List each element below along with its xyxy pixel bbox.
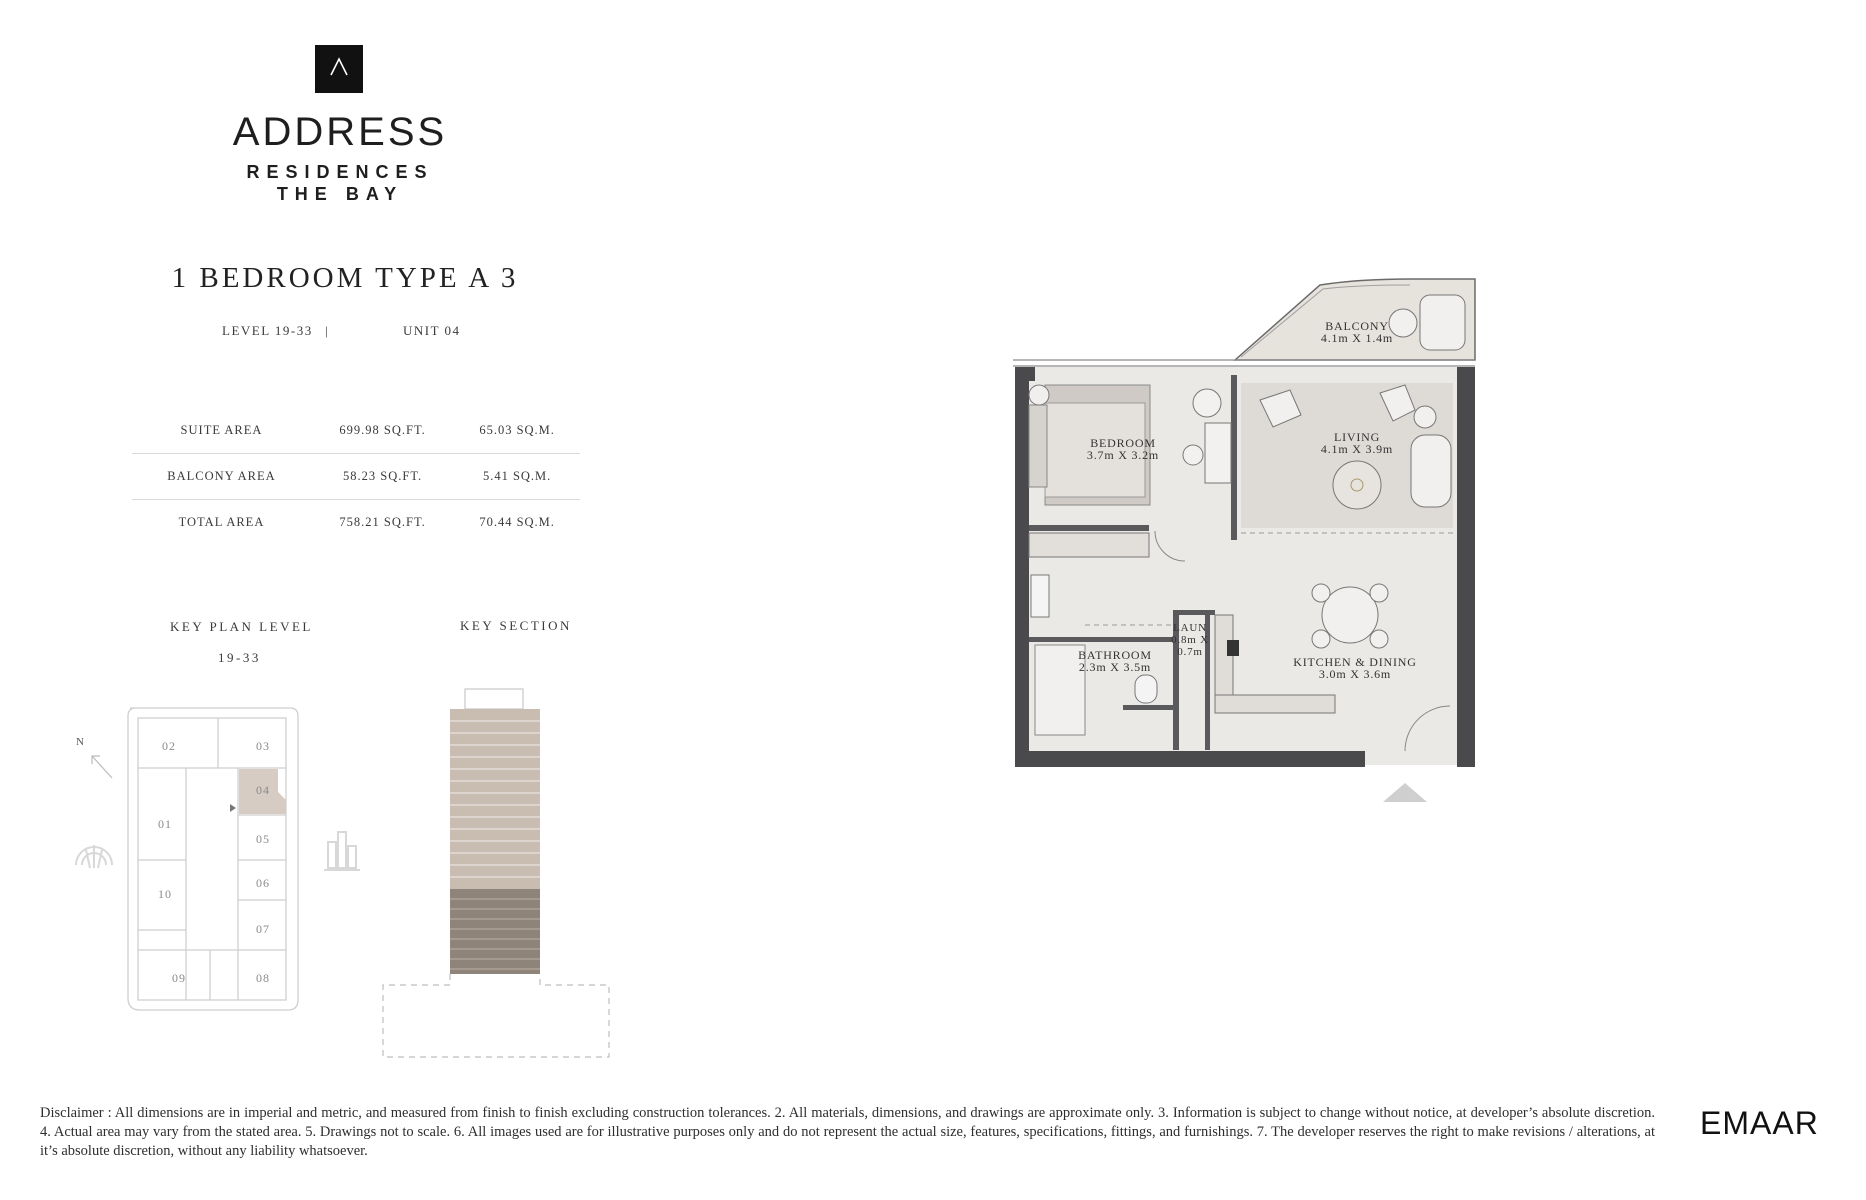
north-label: N xyxy=(76,736,84,748)
room-dims: 0.7m xyxy=(1177,646,1203,658)
dining-chair-icon xyxy=(1312,584,1330,602)
lamp-icon xyxy=(1029,385,1049,405)
room-dims: 0.8m X xyxy=(1171,634,1209,646)
room-name: BATHROOM xyxy=(1078,648,1152,662)
area-table xyxy=(132,408,580,545)
sofa xyxy=(1411,435,1451,507)
vanity-icon xyxy=(1031,575,1049,617)
area-sqft: 699.98 SQ.FT. xyxy=(311,408,454,454)
bed-headboard xyxy=(1029,405,1047,487)
building-highlighted-floors xyxy=(450,889,540,974)
balcony-lounge-icon xyxy=(1420,295,1465,350)
unit-number: UNIT 04 xyxy=(403,323,461,338)
room-dims: 2.3m X 3.5m xyxy=(1078,660,1152,674)
room-name: LIVING xyxy=(1333,430,1381,444)
unit-separator: | xyxy=(325,323,330,338)
table-row xyxy=(132,454,580,500)
palm-landmark-icon xyxy=(76,845,112,868)
key-plan-unit: 08 xyxy=(256,971,270,985)
key-plan-unit: 06 xyxy=(256,876,270,890)
podium-outline xyxy=(383,974,609,1057)
desk-chair-icon xyxy=(1183,445,1203,465)
key-plan-unit: 02 xyxy=(162,739,176,753)
key-plan-level: 19-33 xyxy=(218,650,261,665)
chair-icon xyxy=(1193,389,1221,417)
side-table-icon xyxy=(1414,406,1436,428)
chevron-logo-icon xyxy=(315,45,363,93)
entry-arrow-icon xyxy=(1383,783,1427,802)
area-sqm: 70.44 SQ.M. xyxy=(479,515,555,529)
dining-chair-icon xyxy=(1312,630,1330,648)
key-plan-diagram xyxy=(60,700,380,1030)
table-row xyxy=(132,500,580,546)
key-section-diagram xyxy=(375,685,615,1065)
brand-line-2: THE BAY xyxy=(276,184,404,204)
key-plan-unit: 05 xyxy=(256,832,270,846)
unit-pointer-icon xyxy=(230,804,236,812)
key-plan-unit: 10 xyxy=(158,887,172,901)
area-sqm: 65.03 SQ.M. xyxy=(454,408,580,454)
toilet-icon xyxy=(1135,675,1157,703)
room-name: KITCHEN & DINING xyxy=(1293,655,1417,669)
brand-line-1: RESIDENCES xyxy=(246,162,434,182)
area-label: BALCONY AREA xyxy=(132,454,311,500)
room-name: BEDROOM xyxy=(1090,436,1156,450)
key-section-title: KEY SECTION xyxy=(460,618,572,633)
unit-title: 1 BEDROOM TYPE A 3 xyxy=(171,262,519,294)
key-plan-unit: 04 xyxy=(256,783,270,797)
desk xyxy=(1205,423,1231,483)
floor-plan xyxy=(1005,275,1505,815)
building-upper-floors xyxy=(450,709,540,889)
north-arrow-icon xyxy=(92,756,112,778)
key-plan-unit: 09 xyxy=(172,971,186,985)
room-name: LAUN xyxy=(1173,622,1207,634)
disclaimer-text: Disclaimer : All dimensions are in imperial and metric, and measured from finish to finish excluding construction tolerances. 2. All materials, dimensions, and drawings are approximate only. 3. Information is subject to change without notice, at developer’s absolute discretion. 4. Actual area may vary from the stated area. 5. Drawings not to scale. 6. All images used are for illustrative purposes only and do not represent the actual size, features, specifications, fittings, and furnishings. 7. The developer reserves the right to make revisions / alterations, at it’s absolute discretion, without any liability whatsoever. xyxy=(40,1105,1655,1159)
unit-level: LEVEL 19-33 xyxy=(222,323,313,338)
footer-brand-logo: EMAAR xyxy=(1700,1105,1819,1141)
room-dims: 3.0m X 3.6m xyxy=(1318,667,1392,681)
key-plan-unit: 01 xyxy=(158,817,172,831)
area-sqft: 758.21 SQ.FT. xyxy=(339,515,426,529)
room-dims: 3.7m X 3.2m xyxy=(1086,448,1160,462)
area-label: TOTAL AREA xyxy=(178,515,265,529)
key-plan-unit: 07 xyxy=(256,922,270,936)
area-label: SUITE AREA xyxy=(132,408,311,454)
dining-table xyxy=(1322,587,1378,643)
wardrobe xyxy=(1029,533,1149,557)
dining-chair-icon xyxy=(1370,584,1388,602)
coffee-table xyxy=(1333,461,1381,509)
brand-logo-mark xyxy=(315,45,363,93)
brand-name: ADDRESS xyxy=(232,110,448,154)
room-dims: 4.1m X 3.9m xyxy=(1320,442,1394,456)
area-sqm: 5.41 SQ.M. xyxy=(454,454,580,500)
key-plan-title: KEY PLAN LEVEL xyxy=(170,619,313,634)
oven-icon xyxy=(1227,640,1239,656)
table-row xyxy=(132,408,580,454)
balcony-table-icon xyxy=(1389,309,1417,337)
dining-chair-icon xyxy=(1370,630,1388,648)
building-crown xyxy=(465,689,523,709)
room-dims: 4.1m X 1.4m xyxy=(1320,331,1394,345)
room-name: BALCONY xyxy=(1325,319,1389,333)
area-sqft: 58.23 SQ.FT. xyxy=(311,454,454,500)
city-skyline-icon xyxy=(324,832,360,870)
kitchen-counter xyxy=(1215,695,1335,713)
key-plan-unit: 03 xyxy=(256,739,270,753)
